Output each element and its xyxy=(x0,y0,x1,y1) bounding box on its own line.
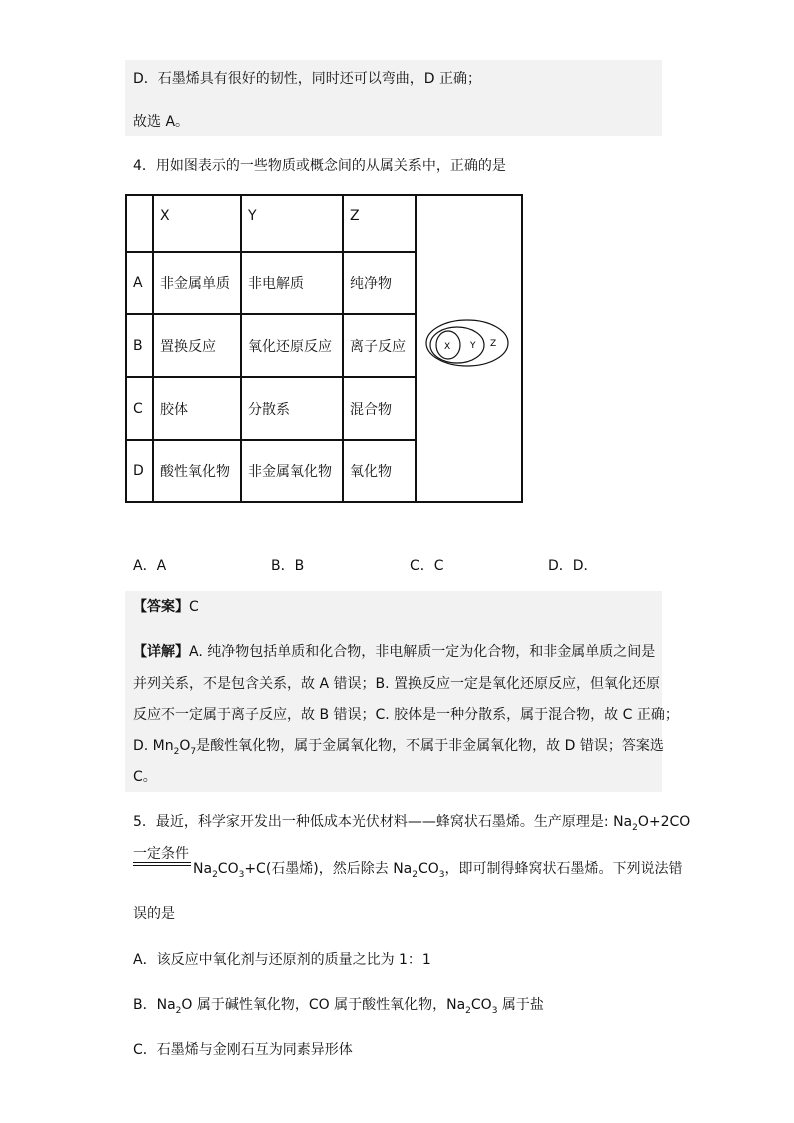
q4-option-d[interactable]: D．D． xyxy=(548,558,598,574)
q4-header-blank xyxy=(126,195,153,252)
venn-diagram-cell xyxy=(416,195,522,502)
detail-label: 【详解】 xyxy=(133,644,189,660)
rxn-p2: CO xyxy=(217,861,239,877)
rxn-p4: +C(石墨烯)，然后除去 Na xyxy=(244,861,413,877)
venn-diagram xyxy=(417,197,521,497)
q5b-p4: CO xyxy=(470,997,492,1013)
q5-line-1 xyxy=(133,813,690,837)
answer-line xyxy=(133,598,199,616)
answer-label: 【答案】 xyxy=(133,599,189,615)
equals-bar-bottom xyxy=(133,865,191,866)
q4-row-d-y: 非金属氧化物 xyxy=(241,440,343,502)
q5b-p5: 3 xyxy=(491,1005,498,1016)
detail-line-3: 反应不一定属于离子反应，故 B 错误；C. 胶体是一种分散系，属于混合物，故 C 正确； xyxy=(133,707,679,723)
rxn-p3: 3 xyxy=(238,869,245,880)
q4-row-b-z: 离子反应 xyxy=(343,314,416,377)
q4-option-b[interactable]: B．B xyxy=(271,558,305,574)
q5-option-b[interactable] xyxy=(133,996,544,1020)
q4-row-b-x: 置换反应 xyxy=(153,314,241,377)
q4-stem: 4．用如图表示的一些物质或概念间的从属关系中，正确的是 xyxy=(133,158,506,174)
q4-row-c-x: 胶体 xyxy=(153,377,241,440)
formula-mn-pre: D. Mn xyxy=(133,738,174,754)
q4-row-b-y: 氧化还原反应 xyxy=(241,314,343,377)
reaction-condition xyxy=(133,843,193,883)
prev-conclusion: 故选 A。 xyxy=(133,114,190,130)
q5-line-3: 误的是 xyxy=(133,906,175,922)
prev-option-d: D．石墨烯具有很好的韧性，同时还可以弯曲，D 正确； xyxy=(133,71,482,87)
detail-line-5: C。 xyxy=(133,769,157,785)
q4-row-c-label: C xyxy=(126,377,153,440)
q5-line-2 xyxy=(193,858,683,880)
detail-text-4: 是酸性氧化物，属于金属氧化物，不属于非金属氧化物，故 D 错误；答案选 xyxy=(196,738,664,754)
rxn-p6: CO xyxy=(418,861,439,877)
q4-options xyxy=(133,555,653,575)
q5b-p2: O 属于碱性氧化物，CO 属于酸性氧化物，Na xyxy=(181,997,466,1013)
q5b-p6: 属于盐 xyxy=(497,997,544,1013)
q4-row-d-x: 酸性氧化物 xyxy=(153,440,241,502)
rxn-p1: 2 xyxy=(212,869,218,880)
answer-value: C xyxy=(189,599,199,615)
condition-text: 一定条件 xyxy=(133,846,189,862)
q4-option-a[interactable]: A．A xyxy=(133,558,167,574)
detail-line-2: 并列关系，不是包含关系，故 A 错误；B. 置换反应一定是氧化还原反应，但氧化还原 xyxy=(133,676,660,692)
q4-row-b-label: B xyxy=(126,314,153,377)
q4-header-y: Y xyxy=(241,195,343,252)
q5b-p0: B．Na xyxy=(133,997,176,1013)
q5b-p1: 2 xyxy=(175,1005,182,1016)
q4-row-c-z: 混合物 xyxy=(343,377,416,440)
formula-mn-mid: O xyxy=(179,738,191,754)
q4-row-d-label: D xyxy=(126,440,153,502)
venn-label-z: Z xyxy=(490,338,497,349)
detail-line-4 xyxy=(133,737,664,761)
venn-label-x: X xyxy=(444,341,451,352)
q5-option-a[interactable]: A．该反应中氧化剂与还原剂的质量之比为 1：1 xyxy=(133,952,431,968)
q4-row-a-z: 纯净物 xyxy=(343,252,416,314)
q5-line1-tail: O+2CO xyxy=(637,814,691,830)
q4-header-z: Z xyxy=(343,195,416,252)
detail-line-1 xyxy=(133,643,655,661)
formula-mn-sub2: 7 xyxy=(190,746,197,757)
q5-line1-sub: 2 xyxy=(632,822,638,833)
q4-row-d-z: 氧化物 xyxy=(343,440,416,502)
q4-row-c-y: 分散系 xyxy=(241,377,343,440)
detail-text-1: A. 纯净物包括单质和化合物，非电解质一定为化合物，和非金属单质之间是 xyxy=(189,644,656,660)
equals-bar-top xyxy=(133,862,191,863)
q4-row-a-y: 非电解质 xyxy=(241,252,343,314)
venn-label-y: Y xyxy=(470,340,476,351)
q4-table xyxy=(125,194,523,503)
q4-row-a-x: 非金属单质 xyxy=(153,252,241,314)
rxn-p5: 2 xyxy=(412,869,418,880)
rxn-p0: Na xyxy=(193,861,213,877)
q4-option-c[interactable]: C．C xyxy=(410,558,444,574)
q4-row-a-label: A xyxy=(126,252,153,314)
q5b-p3: 2 xyxy=(465,1005,471,1016)
q5-line1-text: 5．最近，科学家开发出一种低成本光伏材料——蜂窝状石墨烯。生产原理是: Na xyxy=(133,814,633,830)
q5-option-c[interactable]: C．石墨烯与金刚石互为同素异形体 xyxy=(133,1042,353,1058)
q4-header-x: X xyxy=(153,195,241,252)
venn-ellipse-y xyxy=(430,327,484,363)
rxn-p8: ，即可制得蜂窝状石墨烯。下列说法错 xyxy=(444,861,683,877)
rxn-p7: 3 xyxy=(438,869,445,880)
formula-mn-sub1: 2 xyxy=(173,746,180,757)
